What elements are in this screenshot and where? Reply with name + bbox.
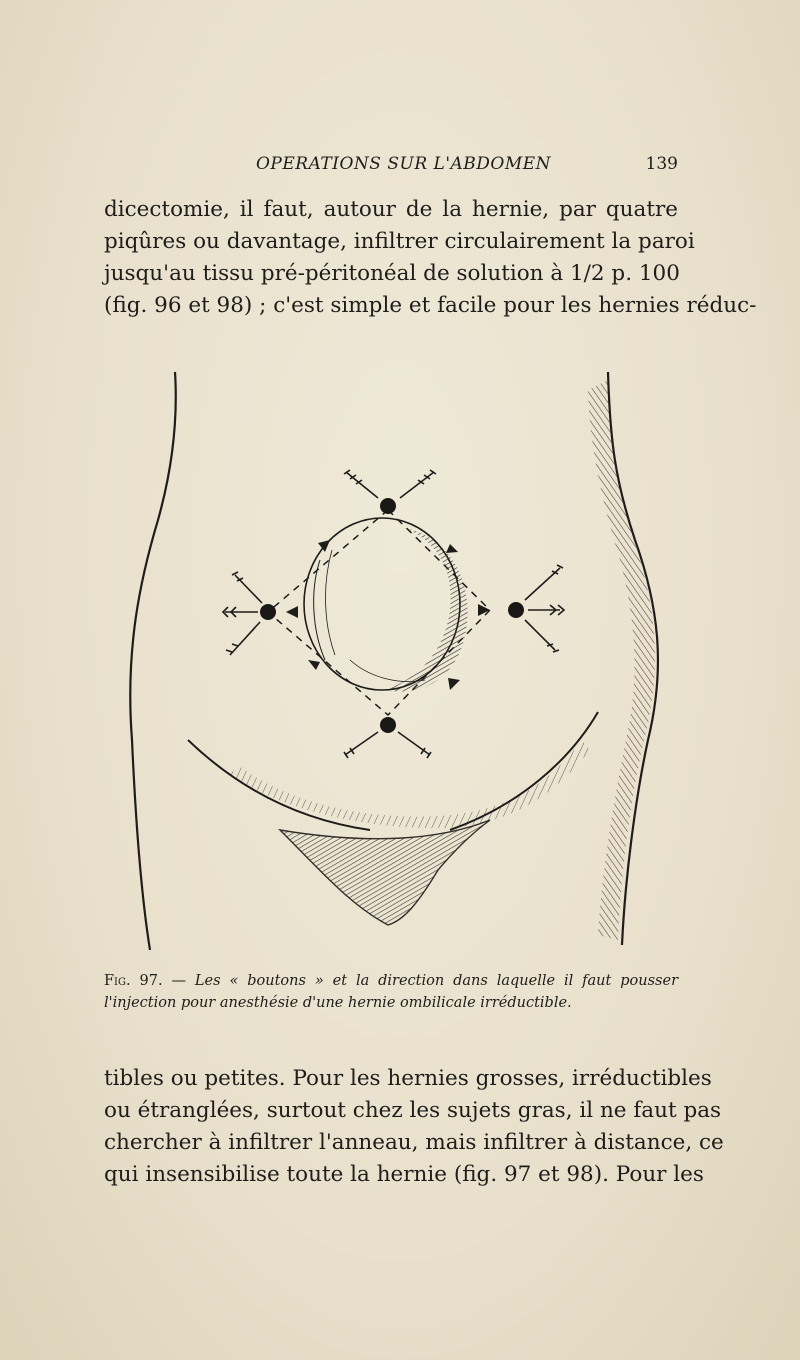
injection-point-left xyxy=(260,604,276,620)
text-line: chercher à infiltrer l'anneau, mais infiltrer à distance, ce xyxy=(104,1130,724,1155)
body-paragraph-bottom xyxy=(104,1063,724,1191)
running-title: OPERATIONS SUR L'ABDOMEN xyxy=(256,154,552,174)
caption-text-1: — Les « boutons » et la direction dans laquelle il faut pousser xyxy=(171,973,678,989)
left-body-contour xyxy=(130,372,176,950)
illustration-drawing xyxy=(120,360,680,960)
text-line: (fig. 96 et 98) ; c'est simple et facile pour les hernies réduc- xyxy=(104,293,757,318)
umbilical-hernia-mass xyxy=(304,518,468,692)
caption-text-2: l'injection pour anesthésie d'une hernie ombilicale irréductible. xyxy=(104,995,572,1011)
text-line: ou étranglées, surtout chez les sujets gras, il ne faut pas xyxy=(104,1098,722,1123)
pubic-region xyxy=(280,820,490,925)
text-line: piqûres ou davantage, infiltrer circulairement la paroi xyxy=(104,229,695,254)
text-line: jusqu'au tissu pré-péritonéal de solution à 1/2 p. 100 xyxy=(104,261,680,286)
text-line: qui insensibilise toute la hernie (fig. 97 et 98). Pour les xyxy=(104,1162,704,1187)
body-paragraph-top xyxy=(104,194,757,322)
text-line: dicectomie, il faut, autour de la hernie, par quatre xyxy=(104,197,678,222)
text-line: tibles ou petites. Pour les hernies grosses, irréductibles xyxy=(104,1066,712,1091)
caption-line xyxy=(104,970,678,992)
figure-caption xyxy=(104,970,678,1014)
hernia-injection-illustration xyxy=(120,360,680,960)
page-number: 139 xyxy=(645,154,678,174)
figure-label: Fig. 97. xyxy=(104,973,163,989)
injection-point-right xyxy=(508,602,524,618)
injection-point-bottom xyxy=(380,717,396,733)
injection-point-top xyxy=(380,498,396,514)
running-head xyxy=(104,154,678,178)
